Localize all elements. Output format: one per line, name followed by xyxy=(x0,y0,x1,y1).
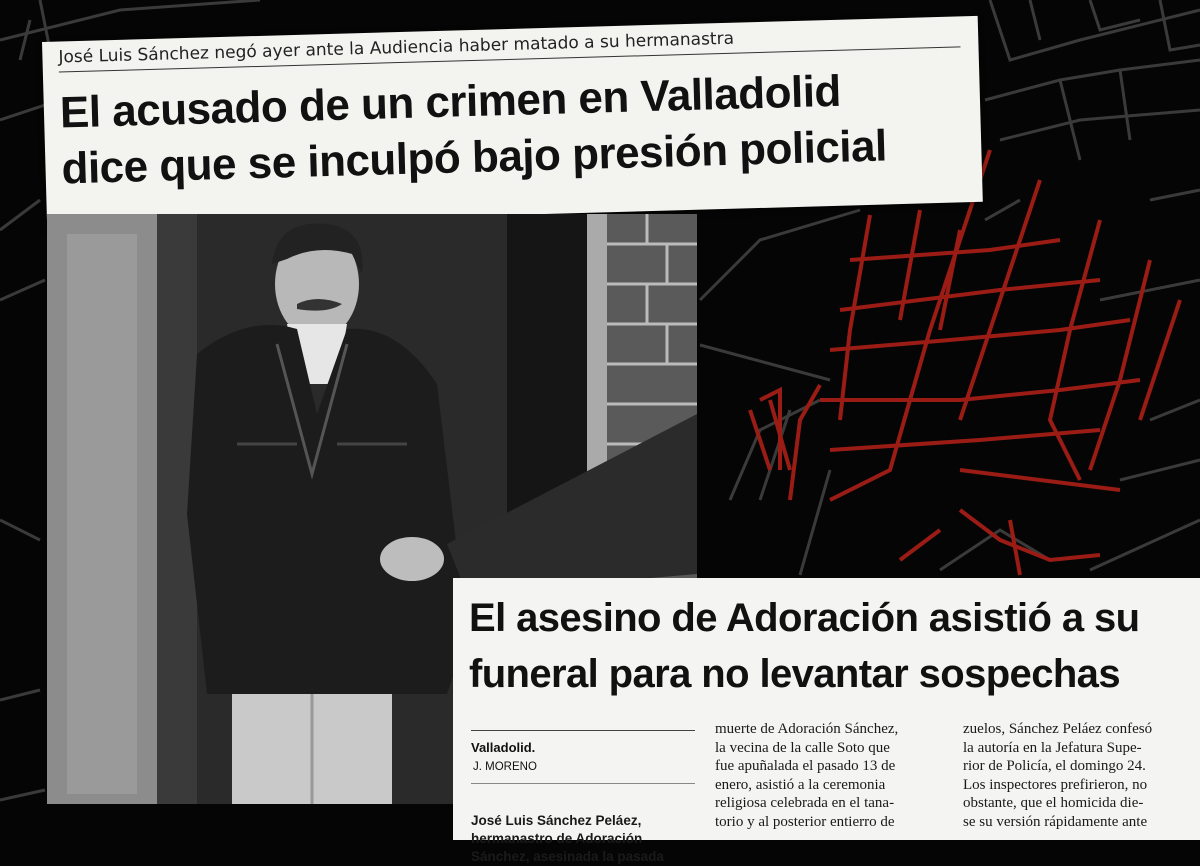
byline-author: J. MORENO xyxy=(473,760,537,773)
article-column-2 xyxy=(715,720,945,831)
body-line: rior de Policía, el domingo 24. xyxy=(963,758,1146,774)
body-line: Los inspectores prefirieron, no xyxy=(963,776,1148,793)
byline-place: Valladolid. xyxy=(471,740,536,755)
body-line: obstante, que el homicida die- xyxy=(963,795,1144,811)
byline xyxy=(471,730,695,784)
body-line: zuelos, Sánchez Peláez confesó xyxy=(963,721,1153,737)
headline-bottom-line-2: funeral para no levantar sospechas xyxy=(469,652,1120,696)
body-line: la vecina de la calle Soto que xyxy=(715,739,890,756)
newspaper-clipping-top xyxy=(42,16,983,228)
body-line: torio y al posterior entierro de xyxy=(715,813,895,830)
headline-bottom-line-1: El asesino de Adoración asistió a su xyxy=(469,596,1140,640)
body-line: se su versión rápidamente ante xyxy=(963,813,1148,830)
article-column-3 xyxy=(963,720,1195,831)
body-line: fue apuñalada el pasado 13 de xyxy=(715,758,896,774)
red-street-lines xyxy=(750,150,1180,575)
body-line: la autoría en la Jefatura Supe- xyxy=(963,739,1142,756)
body-line: religiosa celebrada en el tana- xyxy=(715,795,895,811)
headline-top-line-1: El acusado de un crimen en Valladolid xyxy=(59,66,842,138)
article-column-1 xyxy=(471,720,695,866)
kicker-line: José Luis Sánchez negó ayer ante la Audiencia haber matado a su hermanastra xyxy=(58,22,960,72)
body-line: muerte de Adoración Sánchez, xyxy=(715,721,899,737)
lead-line: hermanastro de Adoración xyxy=(471,831,643,846)
headline-top-line-2: dice que se inculpó bajo presión policial xyxy=(60,121,888,194)
body-line: enero, asistió a la ceremonia xyxy=(715,776,886,793)
lead-line: Sánchez, asesinada la pasada xyxy=(471,849,664,864)
lead-line: José Luis Sánchez Peláez, xyxy=(471,813,642,828)
article-lead xyxy=(471,812,695,866)
headline-top xyxy=(59,60,972,197)
headline-bottom xyxy=(469,590,1196,702)
newspaper-clipping-bottom xyxy=(453,578,1200,864)
